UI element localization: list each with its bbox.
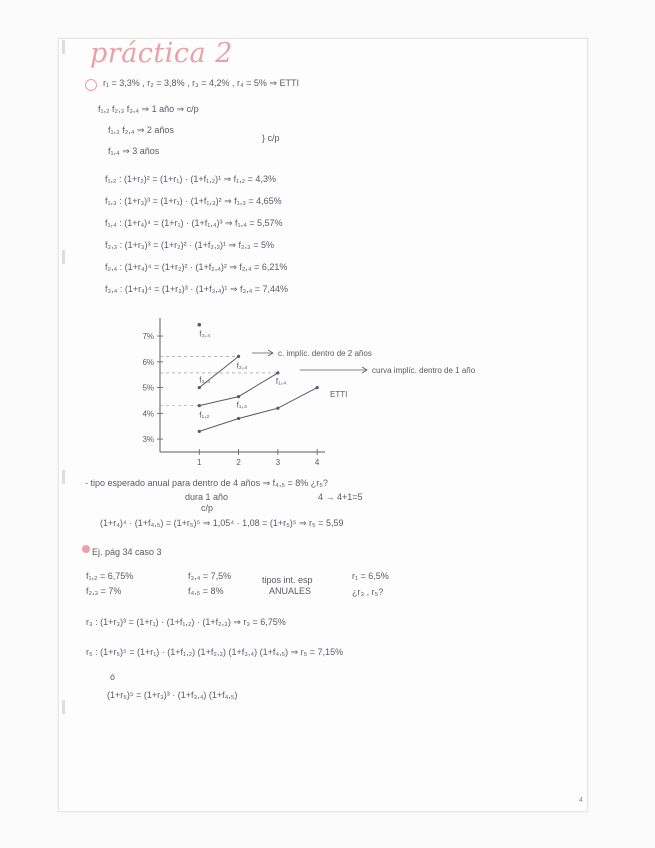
case3-r5-equation: r₅ : (1+r₅)⁵ = (1+r₁) · (1+f₁,₂) (1+f₂,₃) (1+f₃,₄) (1+f₄,₅) ⇒ r₅ = 7,15%	[86, 647, 344, 657]
forward-equation: f₂,₃ : (1+r₃)³ = (1+r₂)² · (1+f₂,₃)¹ ⇒ f₂,₃ = 5%	[105, 240, 274, 250]
case3-note: ANUALES	[269, 586, 312, 596]
expected-rate-note: dura 1 año	[185, 492, 229, 502]
case3-question: ¿r₃ , r₅?	[352, 587, 384, 597]
y-tick-label: 7%	[142, 332, 154, 342]
series-point	[276, 407, 279, 410]
series-point	[276, 371, 279, 374]
term-line: f₁,₃ f₂,₄ ⇒ 2 años	[108, 125, 174, 135]
point-label: f₁,₄	[275, 376, 287, 386]
series-point	[198, 404, 201, 407]
series-point	[198, 430, 201, 433]
case3-given: f₂,₃ = 7%	[86, 586, 122, 596]
term-line: f₁,₄ ⇒ 3 años	[108, 146, 160, 156]
exercise1-header: r₁ = 3,3% , r₂ = 3,8% , r₃ = 4,2% , r₄ = 5% ⇒ ETTI	[103, 78, 299, 88]
case3-given: f₃,₄ = 7,5%	[188, 571, 232, 581]
series-point	[237, 355, 240, 358]
term-bracket-note: } c/p	[262, 133, 280, 143]
point-label: f₂,₃	[199, 375, 211, 385]
case3-note: tipos int. esp	[262, 575, 313, 585]
bookmark-dot-icon	[82, 545, 90, 553]
point-f34	[197, 323, 201, 327]
point-label: f₁,₂	[199, 410, 210, 420]
expected-rate-line: - tipo esperado anual para dentro de 4 años ⇒ f₄,₅ = 8% ¿r₅?	[85, 478, 328, 488]
annotation-text: c. implíc. dentro de 2 años	[278, 349, 372, 358]
y-tick-label: 5%	[142, 383, 154, 393]
series-point	[316, 386, 319, 389]
forward-equation: f₂,₄ : (1+r₄)⁴ = (1+r₂)² · (1+f₂,₄)² ⇒ f₂,₄ = 6,21%	[105, 262, 288, 272]
y-tick-label: 3%	[142, 435, 154, 445]
case3-or: ó	[110, 672, 116, 682]
point-label: f₁,₃	[236, 400, 247, 410]
series-point	[237, 417, 240, 420]
case3-r3-equation: r₃ : (1+r₃)³ = (1+r₁) · (1+f₁,₂) · (1+f₂,₃) ⇒ r₃ = 6,75%	[86, 617, 286, 627]
annotation-text: ETTI	[330, 390, 348, 399]
annotation-text: curva implíc. dentro de 1 año	[372, 366, 476, 375]
y-tick-label: 4%	[142, 409, 154, 419]
expected-rate-note: c/p	[201, 503, 214, 513]
x-tick-label: 1	[197, 458, 202, 467]
series-point	[198, 386, 201, 389]
forward-equation: f₃,₄ : (1+r₄)⁴ = (1+r₃)³ · (1+f₃,₄)¹ ⇒ f₃,₄ = 7,44%	[105, 284, 289, 294]
expected-rate-note: 4 → 4+1=5	[318, 492, 363, 502]
x-tick-label: 4	[314, 458, 320, 467]
x-tick-label: 2	[236, 458, 241, 467]
case3-given: f₁,₂ = 6,75%	[86, 571, 134, 581]
case3-alt-equation: (1+r₅)⁵ = (1+r₃)³ · (1+f₃,₄) (1+f₄,₅)	[107, 690, 238, 700]
series-line-0	[199, 388, 317, 432]
x-tick-label: 3	[275, 458, 281, 467]
series-point	[237, 395, 240, 398]
case3-given: f₄,₅ = 8%	[188, 586, 224, 596]
forward-equation: f₁,₄ : (1+r₄)⁴ = (1+r₁) · (1+f₁,₄)³ ⇒ f₁,₄ = 5,57%	[105, 218, 283, 228]
case3-given: r₁ = 6,5%	[352, 571, 389, 581]
case3-header: Ej. pág 34 caso 3	[92, 547, 162, 557]
point-label: f₂,₄	[236, 361, 248, 371]
y-tick-label: 6%	[142, 357, 154, 367]
term-line: f₁,₂ f₂,₃ f₃,₄ ⇒ 1 año ⇒ c/p	[98, 104, 199, 114]
forward-equation: f₁,₂ : (1+r₂)² = (1+r₁) · (1+f₁,₂)¹ ⇒ f₁,₂ = 4,3%	[105, 174, 276, 184]
forward-equation: f₁,₃ : (1+r₃)³ = (1+r₁) · (1+f₁,₃)² ⇒ f₁,₃ = 4,65%	[105, 196, 282, 206]
point-label: f₃,₄	[199, 329, 211, 339]
page-title: práctica 2	[90, 38, 233, 69]
expected-rate-equation: (1+r₄)⁴ · (1+f₄,₅) = (1+r₅)⁵ ⇒ 1,05⁴ · 1,08 = (1+r₅)⁵ ⇒ r₅ = 5,59	[100, 518, 344, 528]
page-number: 4	[579, 797, 583, 804]
